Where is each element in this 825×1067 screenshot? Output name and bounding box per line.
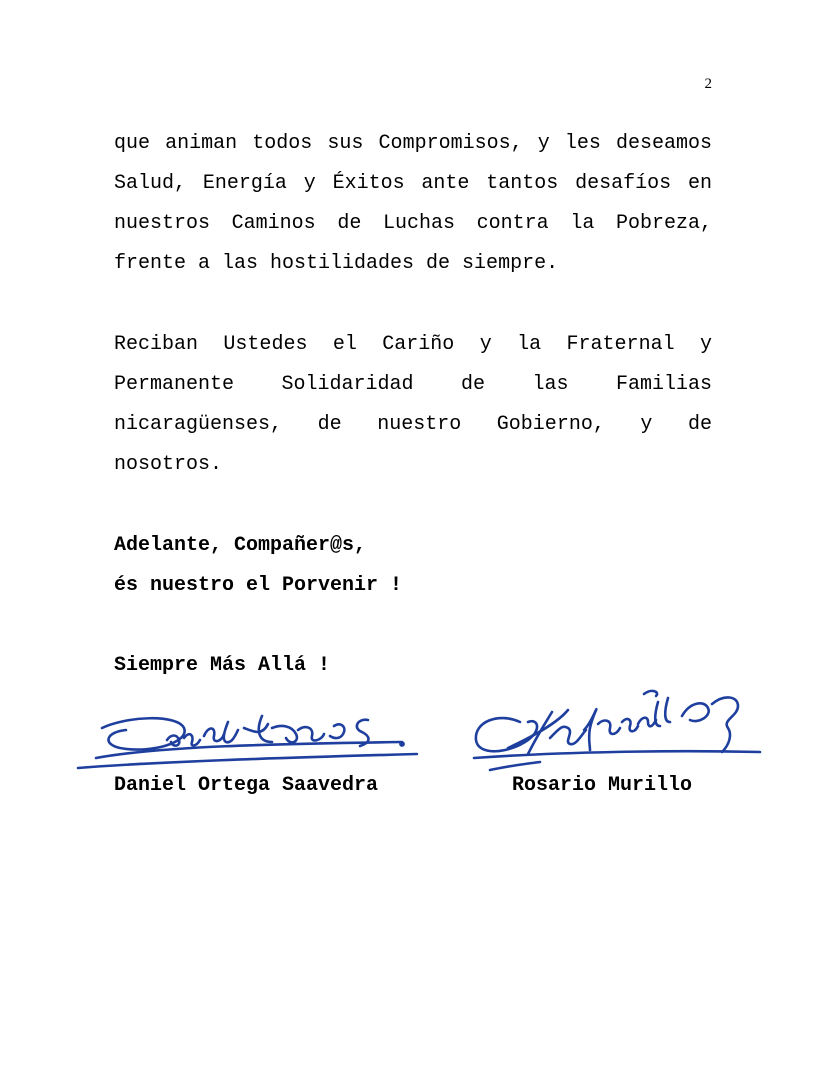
signatory-name-right: Rosario Murillo (512, 774, 693, 797)
body-paragraph-1: que animan todos sus Compromisos, y les deseamos Salud, Energía y Éxitos ante tantos desafíos en nuestros Caminos de Luchas contra la Pobreza, frente a las hostilidades de siempre. (114, 132, 712, 275)
closing-line-siempre: Siempre Más Allá ! (114, 654, 331, 677)
closing-line-porvenir: és nuestro el Porvenir ! (114, 574, 403, 597)
body-paragraph-2: Reciban Ustedes el Cariño y la Fraternal y Permanente Solidaridad de las Familias nicaragüenses, de nuestro Gobierno, y de nosotros. (114, 333, 712, 476)
page-number: 2 (704, 76, 712, 92)
closing-line-adelante: Adelante, Compañer@s, (114, 534, 367, 557)
signatory-name-left: Daniel Ortega Saavedra (114, 774, 379, 797)
